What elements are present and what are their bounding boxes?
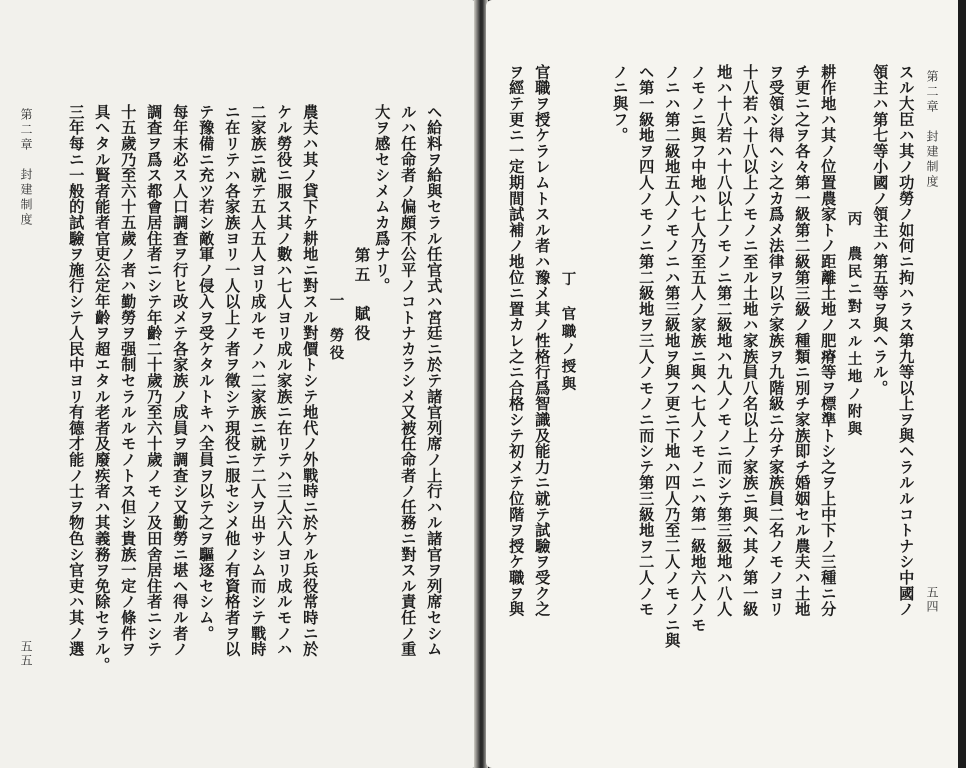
left-col-13: 調査ヲ爲ス都會居住者ニシテ年齡二十歲乃至六十歲ノモノ及田舍居住者ニシテ [145, 104, 164, 657]
left-folio: 五五 [19, 640, 33, 668]
left-col-11: テ豫備ニ充ツ若シ敵軍ノ侵入ヲ受ケタルトキハ全員ヲ以テ之ヲ驅逐セシム。 [197, 104, 216, 642]
book-right-edge [958, 0, 966, 768]
left-col-10: ニ在リテハ各家族ヨリ一人以上ノ者ヲ徵シテ現役ニ服セシメ他ノ有資格者ヲ以 [223, 104, 242, 657]
right-folio: 五四 [925, 586, 939, 614]
right-subhead-office: 丁 官職ノ授與 [559, 236, 577, 394]
right-col-12: ノニ與フ。 [611, 64, 630, 143]
left-col-3: 大ヲ感セシメムカ爲ナリ。 [373, 104, 392, 294]
left-col-14: 十五歲乃至六十五歲ノ者ハ勤勞ヲ强制セラルルモノトス但シ貴族一定ノ條件ヲ [119, 104, 138, 657]
right-col-8: 地ハ十八若ハ十八以上ノモノニ第二級地ハ九人ノモノニ而シテ第三級地ハ八人 [715, 64, 734, 617]
left-col-7: 農夫ハ其ノ貸下ケ耕地ニ對スル對價トシテ地代ノ外戰時ニ於ケル兵役常時ニ於 [301, 104, 320, 657]
left-col-9: 二家族ニ就テ五人五人ヨリ成ルモノハ二家族ニ就テ二人ヲ出サシム而シテ戰時 [249, 104, 268, 657]
right-col-11: ヘ第一級地ヲ四人ノモノニ第二級地ヲ三人ノモノニ而シテ第三級地ヲ二人ノモ [637, 64, 656, 617]
left-col-2: ルハ任命者ノ偏頗不公平ノコトナカラシメ又被任命者ノ任務ニ對スル責任ノ重 [399, 104, 418, 657]
right-col-7: 十八若ハ十八以上ノモノニ至ル土地ハ家族員八名以上ノ家族ニ與ヘ其ノ第一級 [741, 64, 760, 617]
right-subhead-land: 丙 農民ニ對スル土地ノ附與 [845, 176, 863, 439]
right-col-16: ヲ經テ更ニ一定期間試補ノ地位ニ置カレ之ニ合格シテ初メテ位階ヲ授ケ職ヲ與 [507, 64, 526, 617]
left-section-heading: 第五 賦役 [352, 208, 372, 345]
left-col-15: 具ヘタル賢者能者官吏公定年齡ヲ超エタル老者及廢疾者ハ其義務ヲ免除セラル。 [93, 104, 112, 673]
left-page [0, 0, 478, 768]
left-col-8: ケル勞役ニ服ス其ノ數ハ七人ヨリ成ル家族ニ在リテハ三人六人ヨリ成ルモノハ [275, 104, 294, 657]
right-col-15: 官職ヲ授ケラレムトスル者ハ豫メ其ノ性格行爲智識及能力ニ就テ試驗ヲ受ク之 [533, 64, 552, 617]
right-col-6: ヲ受領シ得ヘシ之カ爲メ法律ヲ以テ家族ヲ九階級ニ分チ家族員二名ノモノヨリ [767, 64, 786, 617]
right-col-10: ノニハ第二級地五人ノモノニハ第三級地ヲ與フ更ニ下地ハ四人乃至二人ノモノニ與 [663, 64, 682, 649]
right-running-head: 第二章 封建制度 [925, 70, 939, 190]
right-col-2: 領主ハ第七等小國ノ領主ハ第五等ヲ與ヘラル。 [871, 64, 890, 396]
left-subhead-labor: 一 勞役 [327, 240, 345, 363]
right-page [486, 0, 960, 768]
left-col-1: ヘ給料ヲ給與セラル任官式ハ宮廷ニ於テ諸官列席ノ上行ハル諸官ヲ列席セシム [425, 104, 444, 657]
left-col-16: 三年每ニ一般的試驗ヲ施行シテ人民中ヨリ有德才能ノ士ヲ物色シ官吏ハ其ノ選 [67, 104, 86, 657]
left-col-12: 每年末必ス人口調査ヲ行ヒ改メテ各家族ノ成員ヲ調査シ又勤勞ニ堪ヘ得ル者ノ [171, 104, 190, 657]
right-col-9: ノモノニ與フ中地ハ七人乃至五人ノ家族ニ與ヘ七人ノモノニハ第一級地六人ノモ [689, 64, 708, 633]
right-col-5: チ更ニ之ヲ各々第一級第二級第三級ノ種類ニ別チ家族即チ婚姻セル農夫ハ土地 [793, 64, 812, 617]
left-running-head: 第二章 封建制度 [19, 108, 33, 228]
right-col-1: スル大臣ハ其ノ功勞ノ如何ニ拘ハラス第九等以上ヲ與ヘラルルコトナシ中國ノ [897, 64, 916, 617]
right-col-4: 耕作地ハ其ノ位置農家トノ距離土地ノ肥瘠等ヲ標準トシ之ヲ上中下ノ三種ニ分 [819, 64, 838, 617]
